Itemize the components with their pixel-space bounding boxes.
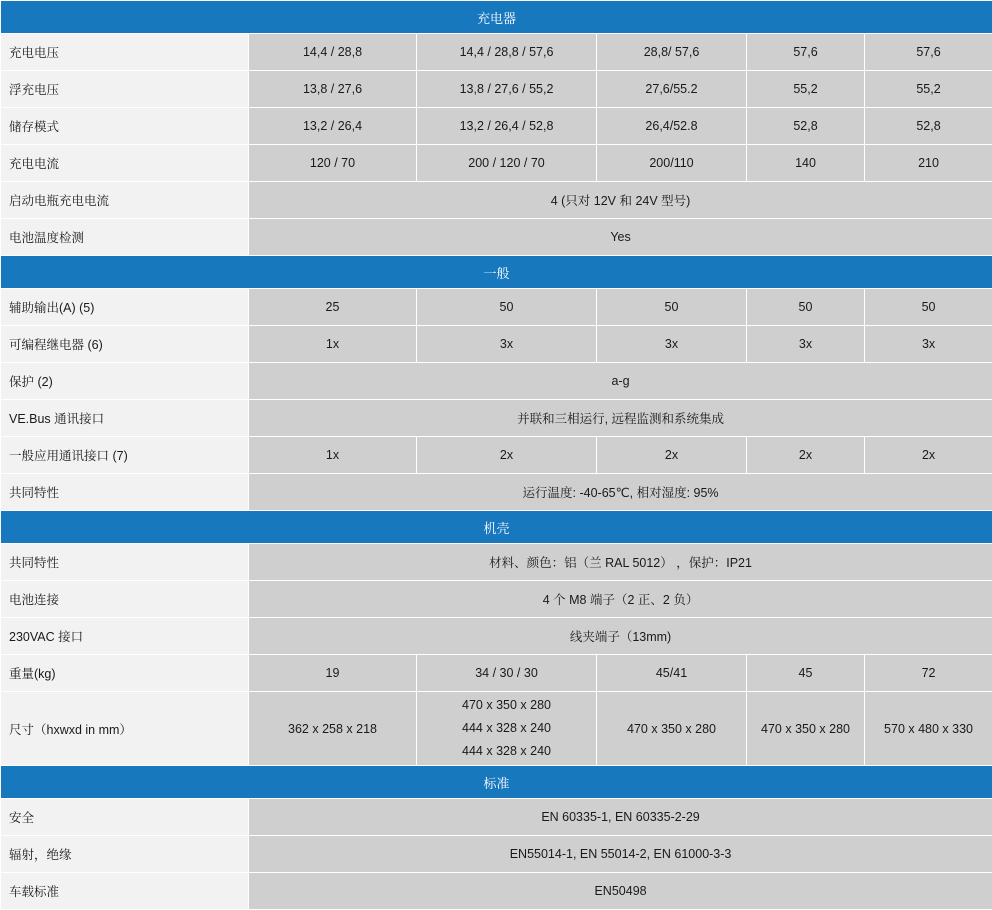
dimension-line: 470 x 350 x 280 [423, 694, 590, 717]
row-label: 电池温度检测 [1, 219, 249, 256]
section-header-row [1, 256, 992, 289]
row-label: 辐射，绝缘 [1, 836, 249, 873]
section-header-row [1, 511, 992, 544]
row-value-merged: 4 (只对 12V 和 24V 型号) [249, 182, 992, 219]
row-value: 50 [865, 289, 992, 326]
table-row [1, 326, 992, 363]
row-value: 140 [747, 145, 865, 182]
table-row [1, 289, 992, 326]
row-value: 2x [747, 437, 865, 474]
row-label: 储存模式 [1, 108, 249, 145]
row-value: 2x [417, 437, 597, 474]
table-row [1, 400, 992, 437]
table-row [1, 437, 992, 474]
row-value: 50 [597, 289, 747, 326]
row-value-merged: EN 60335-1, EN 60335-2-29 [249, 799, 992, 836]
table-row [1, 71, 992, 108]
row-value: 3x [747, 326, 865, 363]
section-title: 一般 [1, 256, 992, 289]
row-value: 19 [249, 655, 417, 692]
section-title: 充电器 [1, 1, 992, 34]
row-value: 27,6/55.2 [597, 71, 747, 108]
row-value: 3x [597, 326, 747, 363]
row-value: 72 [865, 655, 992, 692]
table-row [1, 34, 992, 71]
table-row [1, 873, 992, 910]
dimension-line: 444 x 328 x 240 [423, 740, 590, 763]
row-value: 200 / 120 / 70 [417, 145, 597, 182]
row-label: 共同特性 [1, 544, 249, 581]
row-label: 一般应用通讯接口 (7) [1, 437, 249, 474]
row-value: 470 x 350 x 280 [597, 692, 747, 766]
row-value: 13,8 / 27,6 / 55,2 [417, 71, 597, 108]
row-value: 2x [597, 437, 747, 474]
row-label: 安全 [1, 799, 249, 836]
table-row [1, 799, 992, 836]
row-value: 470 x 350 x 280 [747, 692, 865, 766]
table-row [1, 219, 992, 256]
table-row [1, 581, 992, 618]
row-value: 45 [747, 655, 865, 692]
table-row [1, 618, 992, 655]
row-value: 2x [865, 437, 992, 474]
row-value-merged: EN50498 [249, 873, 992, 910]
row-value: 210 [865, 145, 992, 182]
row-value: 3x [417, 326, 597, 363]
table-row [1, 145, 992, 182]
row-value: 1x [249, 437, 417, 474]
row-value: 14,4 / 28,8 / 57,6 [417, 34, 597, 71]
row-value: 362 x 258 x 218 [249, 692, 417, 766]
section-header-row [1, 1, 992, 34]
row-label: 共同特性 [1, 474, 249, 511]
row-value: 200/110 [597, 145, 747, 182]
row-value: 50 [417, 289, 597, 326]
row-value: 57,6 [865, 34, 992, 71]
row-label: 可编程继电器 (6) [1, 326, 249, 363]
table-row [1, 692, 992, 766]
row-label: VE.Bus 通讯接口 [1, 400, 249, 437]
row-value: 3x [865, 326, 992, 363]
row-value: 1x [249, 326, 417, 363]
row-label: 保护 (2) [1, 363, 249, 400]
row-value: 45/41 [597, 655, 747, 692]
row-value: 13,2 / 26,4 [249, 108, 417, 145]
row-value: 50 [747, 289, 865, 326]
table-row [1, 363, 992, 400]
row-value: 28,8/ 57,6 [597, 34, 747, 71]
row-value-merged: EN55014-1, EN 55014-2, EN 61000-3-3 [249, 836, 992, 873]
row-label: 230VAC 接口 [1, 618, 249, 655]
row-value-multiline [417, 692, 597, 766]
row-value: 13,8 / 27,6 [249, 71, 417, 108]
row-label: 车载标准 [1, 873, 249, 910]
table-row [1, 655, 992, 692]
row-value: 52,8 [747, 108, 865, 145]
row-value-merged: 运行温度: -40-65℃, 相对湿度: 95% [249, 474, 992, 511]
row-value: 14,4 / 28,8 [249, 34, 417, 71]
row-value-merged: a-g [249, 363, 992, 400]
row-label: 电池连接 [1, 581, 249, 618]
row-value-merged: 材料、颜色：铝（兰 RAL 5012） ，保护：IP21 [249, 544, 992, 581]
row-label: 重量(kg) [1, 655, 249, 692]
row-value-merged: 4 个 M8 端子（2 正、2 负） [249, 581, 992, 618]
section-header-row [1, 766, 992, 799]
row-value-merged: Yes [249, 219, 992, 256]
row-value-merged: 并联和三相运行, 远程监测和系统集成 [249, 400, 992, 437]
dimension-list [423, 694, 590, 763]
row-value: 570 x 480 x 330 [865, 692, 992, 766]
table-body [1, 1, 992, 910]
section-title: 机壳 [1, 511, 992, 544]
table-row [1, 108, 992, 145]
dimension-line: 444 x 328 x 240 [423, 717, 590, 740]
table-row [1, 182, 992, 219]
row-value: 52,8 [865, 108, 992, 145]
row-label: 充电电压 [1, 34, 249, 71]
row-value: 57,6 [747, 34, 865, 71]
table-row [1, 474, 992, 511]
row-value: 55,2 [865, 71, 992, 108]
row-value: 13,2 / 26,4 / 52,8 [417, 108, 597, 145]
row-label: 浮充电压 [1, 71, 249, 108]
table-row [1, 836, 992, 873]
table-row [1, 544, 992, 581]
row-value: 26,4/52.8 [597, 108, 747, 145]
row-value: 55,2 [747, 71, 865, 108]
row-label: 充电电流 [1, 145, 249, 182]
row-value: 25 [249, 289, 417, 326]
row-value: 34 / 30 / 30 [417, 655, 597, 692]
row-label: 辅助输出(A) (5) [1, 289, 249, 326]
section-title: 标准 [1, 766, 992, 799]
row-value-merged: 线夹端子（13mm) [249, 618, 992, 655]
row-label: 启动电瓶充电电流 [1, 182, 249, 219]
row-label: 尺寸（hxwxd in mm） [1, 692, 249, 766]
row-value: 120 / 70 [249, 145, 417, 182]
